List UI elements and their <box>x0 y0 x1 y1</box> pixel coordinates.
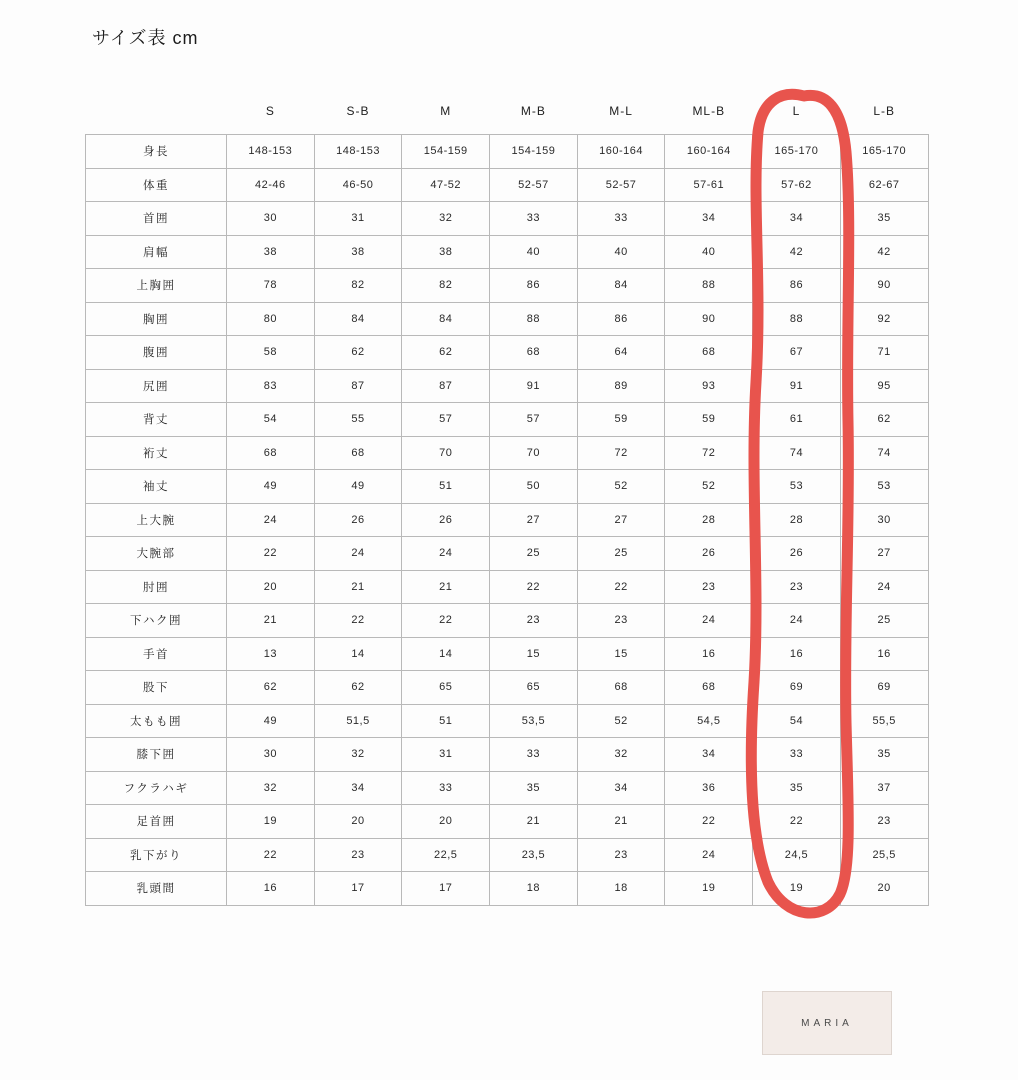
table-cell: 24,5 <box>753 838 841 872</box>
table-cell: 27 <box>490 503 578 537</box>
table-cell: 160-164 <box>665 135 753 169</box>
row-label: 胸囲 <box>86 302 227 336</box>
table-cell: 61 <box>753 403 841 437</box>
table-row <box>86 135 929 169</box>
table-row <box>86 269 929 303</box>
table-corner-cell <box>86 88 227 135</box>
table-cell: 17 <box>402 872 490 906</box>
table-cell: 62 <box>840 403 928 437</box>
table-cell: 40 <box>665 235 753 269</box>
table-cell: 86 <box>753 269 841 303</box>
row-label: 股下 <box>86 671 227 705</box>
table-cell: 74 <box>753 436 841 470</box>
table-cell: 25 <box>490 537 578 571</box>
row-label: 大腕部 <box>86 537 227 571</box>
table-cell: 34 <box>665 202 753 236</box>
table-row <box>86 671 929 705</box>
table-cell: 24 <box>227 503 315 537</box>
table-cell: 31 <box>314 202 402 236</box>
table-cell: 22 <box>665 805 753 839</box>
table-cell: 23 <box>577 604 665 638</box>
table-row <box>86 537 929 571</box>
table-cell: 26 <box>402 503 490 537</box>
table-row <box>86 704 929 738</box>
row-label: フクラハギ <box>86 771 227 805</box>
table-cell: 23 <box>314 838 402 872</box>
table-cell: 24 <box>402 537 490 571</box>
table-cell: 49 <box>227 704 315 738</box>
table-row <box>86 369 929 403</box>
table-cell: 35 <box>840 202 928 236</box>
table-cell: 71 <box>840 336 928 370</box>
row-label: 裄丈 <box>86 436 227 470</box>
table-cell: 22 <box>490 570 578 604</box>
table-cell: 26 <box>314 503 402 537</box>
table-cell: 40 <box>577 235 665 269</box>
table-cell: 95 <box>840 369 928 403</box>
table-cell: 51 <box>402 470 490 504</box>
row-label: 背丈 <box>86 403 227 437</box>
row-label: 身長 <box>86 135 227 169</box>
table-head <box>86 88 929 135</box>
size-chart-container <box>85 88 928 906</box>
table-cell: 16 <box>753 637 841 671</box>
table-cell: 33 <box>490 202 578 236</box>
table-cell: 84 <box>314 302 402 336</box>
table-cell: 38 <box>227 235 315 269</box>
table-cell: 52 <box>577 470 665 504</box>
table-cell: 24 <box>665 838 753 872</box>
table-row <box>86 403 929 437</box>
table-cell: 84 <box>402 302 490 336</box>
table-cell: 82 <box>402 269 490 303</box>
table-cell: 16 <box>665 637 753 671</box>
table-cell: 70 <box>402 436 490 470</box>
table-cell: 14 <box>402 637 490 671</box>
table-cell: 88 <box>753 302 841 336</box>
table-cell: 30 <box>840 503 928 537</box>
row-label: 袖丈 <box>86 470 227 504</box>
table-row <box>86 604 929 638</box>
table-cell: 86 <box>577 302 665 336</box>
table-cell: 33 <box>577 202 665 236</box>
table-cell: 87 <box>314 369 402 403</box>
table-cell: 26 <box>753 537 841 571</box>
table-cell: 46-50 <box>314 168 402 202</box>
table-cell: 50 <box>490 470 578 504</box>
table-cell: 82 <box>314 269 402 303</box>
table-row <box>86 168 929 202</box>
table-cell: 33 <box>490 738 578 772</box>
table-cell: 35 <box>753 771 841 805</box>
table-cell: 67 <box>753 336 841 370</box>
table-cell: 88 <box>490 302 578 336</box>
table-cell: 34 <box>753 202 841 236</box>
row-label: 体重 <box>86 168 227 202</box>
table-cell: 72 <box>665 436 753 470</box>
table-cell: 32 <box>402 202 490 236</box>
brand-logo-text: MARIA <box>801 1017 853 1029</box>
table-cell: 49 <box>227 470 315 504</box>
table-cell: 51,5 <box>314 704 402 738</box>
table-cell: 30 <box>227 738 315 772</box>
table-cell: 69 <box>753 671 841 705</box>
row-label: 乳下がり <box>86 838 227 872</box>
table-cell: 28 <box>753 503 841 537</box>
table-row <box>86 302 929 336</box>
table-cell: 20 <box>314 805 402 839</box>
row-label: 膝下囲 <box>86 738 227 772</box>
table-cell: 19 <box>665 872 753 906</box>
table-cell: 20 <box>840 872 928 906</box>
row-label: 肩幅 <box>86 235 227 269</box>
table-cell: 55,5 <box>840 704 928 738</box>
row-label: 下ハク囲 <box>86 604 227 638</box>
table-cell: 27 <box>577 503 665 537</box>
table-row <box>86 570 929 604</box>
table-cell: 22 <box>577 570 665 604</box>
table-row <box>86 470 929 504</box>
table-cell: 62 <box>314 336 402 370</box>
table-cell: 69 <box>840 671 928 705</box>
table-cell: 35 <box>490 771 578 805</box>
table-cell: 37 <box>840 771 928 805</box>
table-cell: 19 <box>227 805 315 839</box>
table-cell: 62 <box>402 336 490 370</box>
table-cell: 33 <box>753 738 841 772</box>
column-header-M-B: M-B <box>520 104 546 118</box>
table-cell: 24 <box>665 604 753 638</box>
page-title: サイズ表 cm <box>92 28 199 48</box>
table-cell: 23 <box>490 604 578 638</box>
table-cell: 92 <box>840 302 928 336</box>
table-cell: 23 <box>753 570 841 604</box>
table-row <box>86 805 929 839</box>
table-cell: 26 <box>665 537 753 571</box>
table-cell: 21 <box>490 805 578 839</box>
table-cell: 74 <box>840 436 928 470</box>
table-cell: 59 <box>577 403 665 437</box>
table-cell: 22,5 <box>402 838 490 872</box>
table-cell: 65 <box>402 671 490 705</box>
table-cell: 53 <box>753 470 841 504</box>
table-cell: 23 <box>577 838 665 872</box>
table-row <box>86 235 929 269</box>
table-cell: 64 <box>577 336 665 370</box>
table-cell: 38 <box>402 235 490 269</box>
table-cell: 90 <box>665 302 753 336</box>
table-cell: 62 <box>227 671 315 705</box>
table-cell: 42 <box>753 235 841 269</box>
table-cell: 68 <box>577 671 665 705</box>
table-cell: 68 <box>227 436 315 470</box>
table-cell: 87 <box>402 369 490 403</box>
table-row <box>86 838 929 872</box>
table-cell: 19 <box>753 872 841 906</box>
table-cell: 148-153 <box>314 135 402 169</box>
table-header-row <box>86 88 929 135</box>
row-label: 肘囲 <box>86 570 227 604</box>
table-cell: 54 <box>753 704 841 738</box>
table-cell: 25 <box>577 537 665 571</box>
table-cell: 31 <box>402 738 490 772</box>
table-cell: 51 <box>402 704 490 738</box>
table-cell: 24 <box>840 570 928 604</box>
table-cell: 34 <box>314 771 402 805</box>
table-cell: 78 <box>227 269 315 303</box>
table-cell: 52 <box>665 470 753 504</box>
table-cell: 21 <box>227 604 315 638</box>
table-cell: 58 <box>227 336 315 370</box>
table-body <box>86 135 929 906</box>
table-cell: 54 <box>227 403 315 437</box>
table-cell: 165-170 <box>753 135 841 169</box>
table-cell: 28 <box>665 503 753 537</box>
column-header-M-L: M-L <box>609 104 633 118</box>
table-cell: 57-62 <box>753 168 841 202</box>
size-chart-table <box>85 88 929 906</box>
table-cell: 47-52 <box>402 168 490 202</box>
table-cell: 52 <box>577 704 665 738</box>
table-cell: 53 <box>840 470 928 504</box>
table-cell: 21 <box>402 570 490 604</box>
row-label: 手首 <box>86 637 227 671</box>
table-cell: 160-164 <box>577 135 665 169</box>
table-row <box>86 771 929 805</box>
table-cell: 88 <box>665 269 753 303</box>
table-cell: 34 <box>665 738 753 772</box>
table-row <box>86 336 929 370</box>
table-cell: 32 <box>314 738 402 772</box>
column-header-S: S <box>265 104 275 118</box>
table-cell: 24 <box>753 604 841 638</box>
table-cell: 36 <box>665 771 753 805</box>
table-cell: 53,5 <box>490 704 578 738</box>
table-cell: 22 <box>227 838 315 872</box>
table-cell: 70 <box>490 436 578 470</box>
table-cell: 49 <box>314 470 402 504</box>
table-cell: 23 <box>665 570 753 604</box>
table-cell: 27 <box>840 537 928 571</box>
table-cell: 38 <box>314 235 402 269</box>
table-row <box>86 872 929 906</box>
table-cell: 21 <box>577 805 665 839</box>
table-cell: 34 <box>577 771 665 805</box>
table-cell: 20 <box>402 805 490 839</box>
table-cell: 154-159 <box>402 135 490 169</box>
table-cell: 68 <box>665 671 753 705</box>
table-cell: 91 <box>490 369 578 403</box>
table-cell: 57 <box>490 403 578 437</box>
table-cell: 30 <box>227 202 315 236</box>
table-cell: 32 <box>227 771 315 805</box>
table-cell: 22 <box>753 805 841 839</box>
table-cell: 22 <box>314 604 402 638</box>
table-cell: 42 <box>840 235 928 269</box>
row-label: 首囲 <box>86 202 227 236</box>
column-header-ML-B: ML-B <box>692 104 726 118</box>
table-cell: 18 <box>577 872 665 906</box>
table-cell: 154-159 <box>490 135 578 169</box>
row-label: 太もも囲 <box>86 704 227 738</box>
table-cell: 62 <box>314 671 402 705</box>
table-cell: 68 <box>490 336 578 370</box>
table-cell: 15 <box>577 637 665 671</box>
table-cell: 68 <box>665 336 753 370</box>
table-cell: 22 <box>227 537 315 571</box>
table-cell: 23 <box>840 805 928 839</box>
column-header-L: L <box>792 104 801 118</box>
table-cell: 15 <box>490 637 578 671</box>
table-cell: 18 <box>490 872 578 906</box>
table-cell: 52-57 <box>490 168 578 202</box>
table-cell: 84 <box>577 269 665 303</box>
table-cell: 52-57 <box>577 168 665 202</box>
table-cell: 25,5 <box>840 838 928 872</box>
table-cell: 89 <box>577 369 665 403</box>
column-header-L-B: L-B <box>873 104 895 118</box>
table-cell: 32 <box>577 738 665 772</box>
table-cell: 21 <box>314 570 402 604</box>
table-cell: 24 <box>314 537 402 571</box>
table-row <box>86 202 929 236</box>
table-row <box>86 503 929 537</box>
table-cell: 23,5 <box>490 838 578 872</box>
column-header-S-B: S-B <box>346 104 370 118</box>
table-cell: 165-170 <box>840 135 928 169</box>
table-cell: 91 <box>753 369 841 403</box>
table-cell: 17 <box>314 872 402 906</box>
table-cell: 22 <box>402 604 490 638</box>
table-cell: 57 <box>402 403 490 437</box>
table-cell: 83 <box>227 369 315 403</box>
table-cell: 72 <box>577 436 665 470</box>
table-cell: 13 <box>227 637 315 671</box>
row-label: 乳頭間 <box>86 872 227 906</box>
table-cell: 57-61 <box>665 168 753 202</box>
table-cell: 68 <box>314 436 402 470</box>
row-label: 尻囲 <box>86 369 227 403</box>
table-cell: 90 <box>840 269 928 303</box>
table-row <box>86 738 929 772</box>
table-cell: 62-67 <box>840 168 928 202</box>
table-row <box>86 436 929 470</box>
table-cell: 93 <box>665 369 753 403</box>
row-label: 上胸囲 <box>86 269 227 303</box>
table-cell: 25 <box>840 604 928 638</box>
table-cell: 16 <box>840 637 928 671</box>
column-header-M: M <box>440 104 452 118</box>
table-cell: 35 <box>840 738 928 772</box>
table-cell: 80 <box>227 302 315 336</box>
table-cell: 148-153 <box>227 135 315 169</box>
table-cell: 86 <box>490 269 578 303</box>
table-cell: 54,5 <box>665 704 753 738</box>
table-cell: 14 <box>314 637 402 671</box>
brand-logo-box <box>762 991 892 1055</box>
table-cell: 16 <box>227 872 315 906</box>
table-cell: 20 <box>227 570 315 604</box>
table-row <box>86 637 929 671</box>
row-label: 上大腕 <box>86 503 227 537</box>
row-label: 腹囲 <box>86 336 227 370</box>
row-label: 足首囲 <box>86 805 227 839</box>
table-cell: 40 <box>490 235 578 269</box>
table-cell: 42-46 <box>227 168 315 202</box>
table-cell: 55 <box>314 403 402 437</box>
table-cell: 59 <box>665 403 753 437</box>
table-cell: 65 <box>490 671 578 705</box>
table-cell: 33 <box>402 771 490 805</box>
